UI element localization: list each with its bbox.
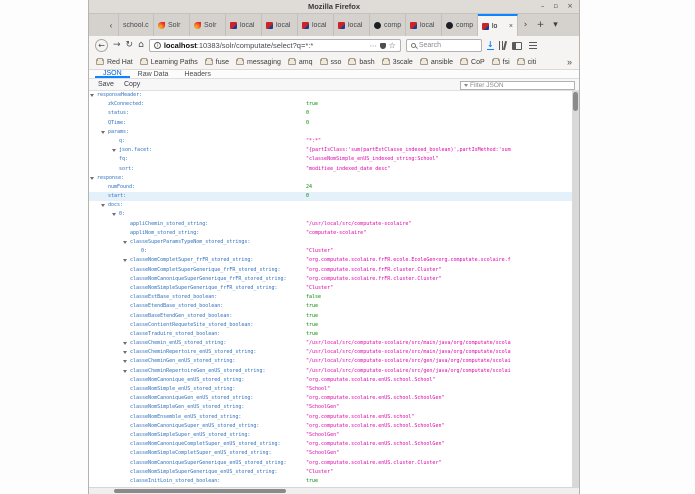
json-viewer-toolbar [89,79,579,91]
bookmark-label: sso [330,58,342,66]
json-value: 0 [306,110,310,117]
json-key: appliChemin_stored_string: [130,220,209,227]
browser-tab[interactable] [334,14,370,36]
json-viewer-tab-raw-data[interactable]: Raw Data [137,70,169,78]
json-key: docs: [108,202,124,209]
expand-twisty-icon[interactable] [112,213,116,216]
filter-json-input[interactable] [470,82,571,89]
json-tree-row[interactable] [89,394,572,403]
json-value: "org.computate.scolaire.enUS.school.SchoolGen" [306,395,445,402]
json-key: 0: [141,248,148,255]
page-actions-icon[interactable]: ⋯ [369,41,377,50]
json-key: classeNomSimpleSuperGenerique_frFR_stored_string: [130,284,278,291]
json-key: classeCheminRepertoireGen_enUS_stored_string: [130,367,266,374]
browser-tab[interactable] [118,14,154,36]
bookmark-label: citi [527,58,537,66]
json-key: classeNomCanoniqueGen_enUS_stored_string: [130,395,254,402]
bookmark-item[interactable] [420,59,453,66]
json-tree-row[interactable] [89,119,572,128]
tab-title: local [312,21,327,29]
tab-bar [89,14,579,36]
json-key: status: [108,110,130,117]
json-tree-row[interactable] [89,284,572,293]
filter-json-box[interactable] [460,81,575,90]
tab-scroll-right-icon[interactable]: › [523,20,528,30]
json-value: "SchoolGen" [306,450,340,457]
red-app-favicon-icon [482,23,489,30]
bookmark-item[interactable] [382,59,413,66]
json-tree-row[interactable] [89,100,572,109]
tab-title: Solr [204,21,217,29]
json-key: classeNomSimpleSuperGenerique_enUS_stored_string: [130,468,278,475]
json-value: "org.computate.scolaire.frFR.cluster.Cluster" [306,275,442,282]
expand-twisty-icon[interactable] [123,351,127,354]
json-key: classeEstBase_stored_boolean: [130,294,218,301]
minimize-icon[interactable]: – [540,2,545,10]
json-tree-row[interactable] [89,174,572,183]
browser-tab[interactable] [298,14,334,36]
folder-icon [96,59,104,65]
bookmark-label: Red Hat [107,58,133,66]
firefox-window [88,0,580,494]
expand-twisty-icon[interactable] [101,131,105,134]
json-tree-row[interactable] [89,91,572,100]
json-value: "{partIsClass:'sum(partEstClasse_indexed_boolean)',partIsMethod:'sum [306,147,511,154]
json-tree-row[interactable] [89,128,572,137]
solr-flame-favicon-icon [158,22,165,29]
navigation-toolbar [89,36,579,55]
bookmark-label: bash [359,58,375,66]
json-tree-row[interactable] [89,468,572,477]
json-value: "Cluster" [306,284,334,291]
bookmark-item[interactable] [348,59,374,66]
folder-icon [236,59,244,65]
json-tree-row[interactable] [89,403,572,412]
json-tree-row[interactable] [89,192,572,201]
json-tree-row[interactable] [89,155,572,164]
bookmark-item[interactable] [320,59,342,66]
json-key: appliNom_stored_string: [130,229,200,236]
json-key: fq: [119,156,129,163]
pocket-icon[interactable] [380,43,386,49]
github-favicon-icon [374,22,381,29]
json-key: classeNomSimpleSuper_enUS_stored_string: [130,431,251,438]
json-viewer-tab-json[interactable]: JSON [95,70,130,78]
json-tree-row[interactable] [89,477,572,486]
folder-icon [517,59,525,65]
json-value: "org.computate.scolaire.frFR.ecole.EcoleGen<org.computate.scolaire.f [306,257,511,264]
json-key: json.facet: [119,147,153,154]
json-value: "org.computate.scolaire.frFR.cluster.Cluster" [306,266,442,273]
folder-icon [288,59,296,65]
json-tree-row[interactable] [89,459,572,468]
browser-tab[interactable] [478,14,518,36]
json-value: "org.computate.scolaire.enUS.school.SchoolGen" [306,441,445,448]
bookmark-item[interactable] [492,59,510,66]
search-bar[interactable] [406,39,482,52]
tab-title: lo [492,22,498,30]
list-all-tabs-icon[interactable]: ▾ [553,20,558,30]
red-app-favicon-icon [230,22,237,29]
json-tree-row[interactable] [89,229,572,238]
json-tree-row[interactable] [89,367,572,376]
json-viewer-tabs [89,70,579,79]
browser-tab[interactable] [154,14,190,36]
json-key: classeNomSimple_enUS_stored_string: [130,386,236,392]
folder-icon [492,59,500,65]
folder-icon [320,59,328,65]
json-tree-row[interactable] [89,348,572,357]
json-tree-row[interactable] [89,422,572,431]
json-key: classeCheminRepertoire_enUS_stored_string: [130,349,257,356]
tab-title: comp [384,21,401,29]
json-tree-row[interactable] [89,146,572,155]
json-value: "SchoolGen" [306,431,340,438]
url-bar[interactable] [149,39,401,52]
bookmark-label: 3scale [392,58,413,66]
json-tree-row[interactable] [89,431,572,440]
browser-tab[interactable] [262,14,298,36]
json-tree-row[interactable] [89,440,572,449]
json-key: params: [108,128,130,135]
json-key: classeNomCompletSuperGenerique_frFR_stored_string: [130,266,281,273]
json-tree-row[interactable] [89,210,572,219]
github-favicon-icon [446,22,453,29]
search-placeholder: Search [418,42,441,49]
json-value: "classeNomSimple_enUS_indexed_string:School" [306,156,439,163]
new-tab-button[interactable]: + [536,20,545,30]
reload-button[interactable]: ↻ [125,40,134,50]
json-rows [89,91,572,486]
json-tree-row[interactable] [89,256,572,265]
json-key: classeNomCanoniqueSuper_enUS_stored_string: [130,422,260,429]
bookmark-item[interactable] [205,59,229,66]
json-value: 24 [306,183,313,190]
json-value: true [306,477,319,484]
back-button[interactable]: ← [95,39,108,52]
json-tree-row[interactable] [89,312,572,321]
json-value: "modifiee_indexed_date desc" [306,165,391,172]
search-icon [411,43,416,48]
json-tree-row[interactable] [89,376,572,385]
bookmark-item[interactable] [140,59,198,66]
json-key: zkConnected: [108,101,145,108]
json-value: "/usr/local/src/computate-scolaire/src/gen/java/org/computate/scolai [306,367,511,374]
red-app-favicon-icon [302,22,309,29]
json-key: classeNomCanoniqueCompletSuper_enUS_stored_string: [130,441,281,448]
json-key: classeNomEnsemble_enUS_stored_string: [130,413,242,420]
url-text[interactable] [164,41,367,50]
bookmark-item[interactable] [288,59,313,66]
home-button[interactable]: ⌂ [138,40,144,50]
expand-twisty-icon[interactable] [123,360,127,363]
bookmark-item[interactable] [236,59,281,66]
expand-twisty-icon[interactable] [90,177,94,180]
browser-tab[interactable] [442,14,478,36]
bookmark-star-icon[interactable]: ☆ [388,41,396,50]
json-value: "/usr/local/src/computate-scolaire/src/main/java/org/computate/scola [306,340,511,347]
json-key: response: [97,174,125,181]
sidebar-toggle-icon[interactable] [512,42,522,50]
browser-tab[interactable] [370,14,406,36]
site-info-icon[interactable]: i [154,42,161,49]
json-value: false [306,294,322,301]
bookmark-item[interactable] [517,59,537,66]
folder-icon [140,59,148,65]
browser-tab[interactable] [406,14,442,36]
json-key: numFound: [108,183,136,190]
filter-funnel-icon [464,84,468,87]
menu-hamburger-icon[interactable] [529,45,537,47]
json-value: "*:*" [306,137,322,144]
json-key: q: [119,137,126,144]
json-key: classeInitLoin_stored_boolean: [130,477,221,484]
json-value: true [306,101,319,108]
folder-icon [205,59,213,65]
json-value: true [306,312,319,319]
json-value: true [306,330,319,337]
json-key: classeTraduire_stored_boolean: [130,330,221,337]
json-value: true [306,303,319,310]
json-tree-row[interactable] [89,266,572,275]
browser-tab[interactable] [190,14,226,36]
json-tree-row[interactable] [89,238,572,247]
json-value: "SchoolGen" [306,404,340,411]
json-key: sort: [119,165,135,172]
tab-title: local [240,21,255,29]
horizontal-scrollbar[interactable] [89,487,579,494]
json-key: start: [108,193,127,200]
bookmarks-overflow-icon[interactable]: » [566,57,572,67]
json-tree-row[interactable] [89,220,572,229]
tab-title: local [276,21,291,29]
library-icon[interactable] [499,41,507,50]
json-value: "org.computate.scolaire.enUS.cluster.Cluster" [306,459,442,466]
vertical-scrollbar-thumb[interactable] [573,92,578,111]
json-key: classeCheminGen_enUS_stored_string: [130,358,236,365]
red-app-favicon-icon [266,22,273,29]
bookmark-label: fuse [215,58,230,66]
solr-flame-favicon-icon [194,22,201,29]
json-tree-row[interactable] [89,449,572,458]
json-key: classeBaseEtendGen_stored_boolean: [130,312,233,319]
json-value: "computate-scolaire" [306,229,367,236]
expand-twisty-icon[interactable] [123,259,127,262]
json-tree-row[interactable] [89,165,572,174]
expand-twisty-icon[interactable] [123,370,127,373]
json-tree-row[interactable] [89,137,572,146]
json-key: responseHeader: [97,92,143,98]
json-tree-row[interactable] [89,413,572,422]
tab-title: local [348,21,363,29]
folder-icon [420,59,428,65]
expand-twisty-icon[interactable] [101,204,105,207]
window-controls [541,0,573,13]
json-value: "org.computate.scolaire.enUS.school" [306,413,415,420]
bookmark-label: CoP [471,58,485,66]
json-key: QTime: [108,119,127,126]
json-key: classeNomCanoniqueSuperGenerique_enUS_stored_string: [130,459,287,466]
json-tree-row[interactable] [89,183,572,192]
json-value: "/usr/local/src/computate-scolaire/src/main/java/org/computate/scola [306,349,511,356]
red-app-favicon-icon [410,22,417,29]
json-tree-panel [89,91,579,487]
json-tree-row[interactable] [89,275,572,284]
forward-button[interactable]: → [113,40,121,50]
horizontal-scrollbar-thumb[interactable] [114,489,286,493]
maximize-icon[interactable]: ▫ [553,2,559,10]
json-key: 0: [119,211,126,218]
expand-twisty-icon[interactable] [112,149,116,152]
bookmark-label: fsi [502,58,510,66]
tab-strip [118,14,518,36]
browser-tab[interactable] [226,14,262,36]
bookmark-label: Learning Paths [150,58,198,66]
json-value: 0 [306,193,310,200]
json-value: true [306,321,319,328]
json-value: "Cluster" [306,248,334,255]
expand-twisty-icon[interactable] [123,342,127,345]
json-tree-row[interactable] [89,339,572,348]
json-key: classeContientRequeteSite_stored_boolean: [130,321,254,328]
json-tree-row[interactable] [89,385,572,394]
folder-icon [348,59,356,65]
json-tree-row[interactable] [89,247,572,256]
tab-title: local [420,21,435,29]
url-path: :10383/solr/computate/select?q=*:* [196,41,314,50]
tab-title: comp [456,21,473,29]
json-value: "/usr/local/src/computate-scolaire" [306,220,412,227]
close-icon[interactable]: × [567,2,573,10]
json-value: 0 [306,119,310,126]
bookmark-item[interactable] [96,59,133,66]
save-button[interactable]: Save [98,81,114,88]
tab-title: Solr [168,21,181,29]
json-key: classeChemin_enUS_stored_string: [130,340,227,347]
url-host: localhost [163,41,197,50]
red-app-favicon-icon [338,22,345,29]
json-value: "org.computate.scolaire.enUS.school.School" [306,376,436,383]
json-key: classeNomSimpleGen_enUS_stored_string: [130,404,245,411]
json-tree-row[interactable] [89,302,572,311]
bookmark-label: messaging [247,58,281,66]
json-value: "/usr/local/src/computate-scolaire/src/gen/java/org/computate/scolai [306,358,511,365]
json-tree-row[interactable] [89,321,572,330]
json-tree-row[interactable] [89,357,572,366]
vertical-scrollbar[interactable] [572,91,579,487]
json-key: classeSuperParamsTypeNom_stored_strings: [130,239,251,245]
bookmarks-toolbar [89,55,579,70]
json-key: classeNomCompletSuper_frFR_stored_string: [130,257,254,264]
bookmark-item[interactable] [460,59,485,66]
expand-twisty-icon[interactable] [90,94,94,97]
downloads-icon[interactable]: ↓ [486,39,494,49]
json-tree-row[interactable] [89,293,572,302]
window-title: Mozilla Firefox [307,2,361,11]
json-key: classeNomSimpleCompletSuper_enUS_stored_string: [130,450,272,457]
window-titlebar[interactable] [89,0,579,14]
bookmark-label: ansible [430,58,454,66]
json-viewer-tab-headers[interactable]: Headers [184,70,211,78]
expand-twisty-icon[interactable] [123,241,127,244]
json-tree-row[interactable] [89,330,572,339]
folder-icon [382,59,390,65]
json-key: classeNomCanonique_enUS_stored_string: [130,376,245,383]
tab-title: school.c [123,21,149,29]
json-value: "School" [306,386,331,392]
folder-icon [460,59,468,65]
tab-scroll-left-icon[interactable]: ‹ [109,20,113,30]
json-tree-row[interactable] [89,109,572,118]
copy-button[interactable]: Copy [123,81,141,88]
json-tree-row[interactable] [89,201,572,210]
json-key: classeEtendBase_stored_boolean: [130,303,224,310]
json-key: classeNomCanoniqueSuperGenerique_frFR_stored_string: [130,275,287,282]
json-value: "Cluster" [306,468,334,475]
tab-close-icon[interactable]: × [508,22,513,30]
json-value: "org.computate.scolaire.enUS.school.SchoolGen" [306,422,445,429]
bookmark-label: amq [298,58,313,66]
